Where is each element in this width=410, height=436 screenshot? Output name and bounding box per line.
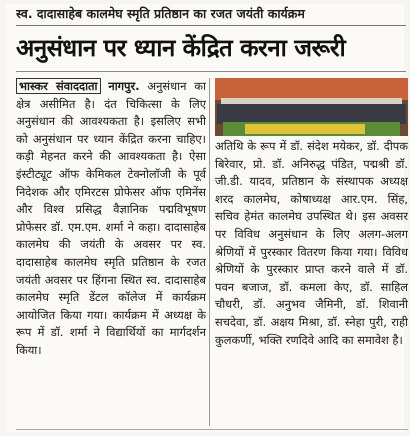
column-1-text: अनुसंधान का क्षेत्र असीमित है। दंत चिकित्सा के लिए अनुसंधान की आवश्यकता है। इसलिए सभी को अनुसंधान पर ध्यान केंद्रित करना चाहिए। कड़ी मेहनत करने की आवश्यकता है। ऐसा इंस्टीट्यूट ऑफ केमिकल टेक्नोलॉजी के पूर्व निदेशक और एमिरटस प्रोफेसर ऑफ एमिनेंस और विश्व प्रसिद्ध वैज्ञानिक पद्मविभूषण प्रोफेसर डॉ. एम.एम. शर्मा ने कहा। दादासाहेब कालमेघ की जयंती के अवसर पर स्व. दादासाहेब कालमेघ स्मृति प्रतिष्ठान के रजत जयंती अवसर पर हिंगना स्थित स्व. दादासाहेब कालमेघ स्मृति डेंटल कॉलेज में कार्यक्रम आयोजित किया गया। कार्यक्रम में अध्यक्ष के रूप में डॉ. शर्मा ने विद्यार्थियों का मार्गदर्शन किया। <box>16 79 206 357</box>
clipping-bottom-edge <box>16 429 408 430</box>
byline-place: नागपुर. <box>108 79 140 93</box>
photo-dignitaries <box>217 104 406 124</box>
byline-source: भास्कर संवाददाता <box>16 78 101 94</box>
photo-marigold-decoration <box>245 124 365 134</box>
article-kicker: स्व. दादासाहेब कालमेघ स्मृति प्रतिष्ठान का रजत जयंती कार्यक्रम <box>16 6 305 21</box>
photo-stage-banner <box>215 78 408 100</box>
column-divider <box>209 78 210 426</box>
newspaper-clipping <box>6 4 408 432</box>
headline-divider <box>16 71 406 72</box>
article-column-2: अतिथि के रूप में डॉ. संदेश मयेकर, डॉ. दीपक बिरेवार, प्रो. डॉ. अनिरुद्ध पंडित, पद्मश्री डॉ. जी.डी. यादव, प्रतिष्ठान के संस्थापक अध्यक्ष शरद कालमेघ, कोषाध्यक्ष आर.एम. सिंह, सचिव हेमंत कालमेघ उपस्थित थे। इस अवसर पर विविध अनुसंधान के लिए अलग-अलग श्रेणियों में पुरस्कार वितरण किया गया। विविध श्रेणियों के पुरस्कार प्राप्त करने वाले में डॉ. पवन बजाज, डॉ. कमला केए, डॉ. साहिल चौधरी, डॉ. अनुभव जैमिनी, डॉ. शिवानी सचदेवा, डॉ. अक्षय मिश्रा, डॉ. स्नेहा पुरी, राही कुलकर्णी, भक्ति रणदिवे आदि का समावेश है। <box>215 139 408 347</box>
article-column-1 <box>16 78 206 430</box>
article-headline: अनुसंधान पर ध्यान केंद्रित करना जरूरी <box>16 34 346 62</box>
event-photo <box>215 78 408 136</box>
